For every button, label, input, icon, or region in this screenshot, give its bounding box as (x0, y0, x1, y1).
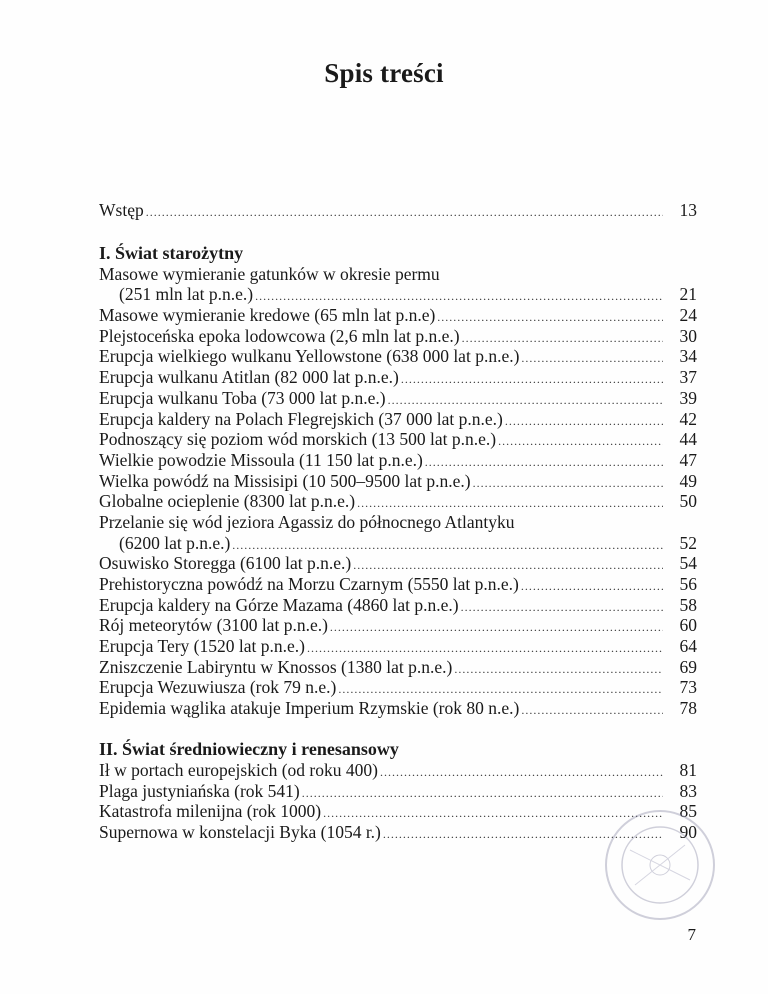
toc-page-number: 90 (679, 821, 697, 842)
page-folio: 7 (687, 925, 696, 944)
toc-entry-text: Erupcja wulkanu Atitlan (82 000 lat p.n.e.) (99, 367, 399, 388)
dot-leader (380, 762, 663, 783)
toc-entry (99, 264, 697, 285)
dot-leader (462, 328, 663, 349)
toc-entry-text: Przelanie się wód jeziora Agassiz do północnego Atlantyku (99, 511, 515, 532)
toc-entry-text: Rój meteorytów (3100 lat p.n.e.) (99, 615, 328, 636)
toc-page-number: 52 (679, 532, 697, 553)
toc-entry-text: Wielkie powodzie Missoula (11 150 lat p.n.e.) (99, 449, 423, 470)
toc-entry (99, 388, 697, 409)
toc-page-number: 54 (679, 553, 697, 574)
toc-entry (99, 491, 697, 512)
toc-entry-text: Podnoszący się poziom wód morskich (13 500 lat p.n.e.) (99, 429, 497, 450)
toc-page-number: 49 (679, 470, 697, 491)
toc-page-number: 42 (679, 408, 697, 429)
toc-page-number: 73 (679, 677, 697, 698)
toc-entry-text: Erupcja wulkanu Toba (73 000 lat p.n.e.) (99, 387, 386, 408)
toc-page-number: 13 (679, 200, 697, 220)
toc-entry (99, 781, 697, 802)
toc-entry (99, 367, 697, 388)
toc-entry (99, 471, 697, 492)
toc-entry (99, 512, 697, 533)
toc-entry-text: Erupcja wielkiego wulkanu Yellowstone (638 000 lat p.n.e.) (99, 346, 520, 367)
toc-sections (99, 243, 697, 843)
toc-entry-text: Erupcja kaldery na Polach Flegrejskich (37 000 lat p.n.e.) (99, 408, 503, 429)
toc-entry (99, 677, 697, 698)
toc-entry-intro (99, 200, 697, 221)
toc-entry-text: Masowe wymieranie kredowe (65 mln lat p.n.e) (99, 305, 436, 326)
section-heading: II. Świat średniowieczny i renesansowy (99, 738, 399, 759)
toc-entry (99, 574, 697, 595)
toc-entry (99, 284, 697, 305)
dot-leader (146, 202, 663, 223)
dot-leader (353, 555, 663, 576)
toc-entry-text: Globalne ocieplenie (8300 lat p.n.e.) (99, 491, 356, 512)
dot-leader (302, 783, 663, 804)
toc-entry-text: Plaga justyniańska (rok 541) (99, 780, 300, 801)
toc-page-number: 64 (679, 636, 697, 657)
table-of-contents (99, 200, 697, 843)
toc-entry (99, 305, 697, 326)
toc-entry-text: Prehistoryczna powódź na Morzu Czarnym (5550 lat p.n.e.) (99, 574, 519, 594)
dot-leader (388, 390, 663, 411)
toc-entry (99, 553, 697, 574)
toc-entry-text: Epidemia wąglika atakuje Imperium Rzymskie (rok 80 n.e.) (99, 698, 520, 719)
dot-leader (232, 535, 663, 556)
dot-leader (338, 679, 663, 700)
toc-entry (99, 760, 697, 781)
toc-entry-text: Zniszczenie Labiryntu w Knossos (1380 lat p.n.e.) (99, 656, 453, 677)
toc-entry (99, 533, 697, 554)
dot-leader (505, 411, 663, 432)
toc-page-number: 44 (679, 429, 697, 450)
toc-entry-text: Osuwisko Storegga (6100 lat p.n.e.) (99, 553, 352, 574)
toc-entry (99, 698, 697, 719)
toc-entry-text: Ił w portach europejskich (od roku 400) (99, 759, 378, 780)
toc-entry-text: Wielka powódź na Missisipi (10 500–9500 lat p.n.e.) (99, 470, 471, 491)
toc-page-number: 81 (679, 759, 697, 780)
toc-page-number: 56 (679, 574, 697, 594)
toc-entry (99, 429, 697, 450)
toc-page-number: 69 (679, 656, 697, 677)
toc-page-number: 50 (679, 491, 697, 512)
toc-page-number: 78 (679, 698, 697, 719)
toc-page-number: 37 (679, 367, 697, 388)
toc-entry-text: Masowe wymieranie gatunków w okresie permu (99, 263, 440, 284)
toc-entry (99, 657, 697, 678)
toc-page-number: 39 (679, 387, 697, 408)
dot-leader (255, 286, 663, 307)
dot-leader (307, 638, 663, 659)
toc-entry (99, 636, 697, 657)
toc-entry-text: Erupcja Wezuwiusza (rok 79 n.e.) (99, 677, 337, 698)
page-title: Spis treści (324, 58, 444, 88)
toc-page-number: 58 (679, 594, 697, 615)
toc-entry-text: (6200 lat p.n.e.) (119, 532, 231, 553)
dot-leader (498, 431, 663, 452)
section-heading: I. Świat starożytny (99, 242, 244, 263)
dot-leader (461, 597, 663, 618)
toc-entry-text: Supernowa w konstelacji Byka (1054 r.) (99, 821, 381, 842)
toc-page-number: 85 (679, 801, 697, 822)
toc-page-number: 83 (679, 780, 697, 801)
dot-leader (473, 473, 663, 494)
toc-entry (99, 346, 697, 367)
toc-entry-text: Erupcja kaldery na Górze Mazama (4860 lat p.n.e.) (99, 594, 459, 615)
toc-page-number: 60 (679, 615, 697, 636)
dot-leader (330, 617, 663, 638)
toc-page-number: 24 (679, 305, 697, 326)
toc-entry-text: Erupcja Tery (1520 lat p.n.e.) (99, 636, 305, 657)
toc-entry (99, 595, 697, 616)
toc-page-number: 30 (679, 325, 697, 346)
library-stamp-icon (600, 805, 720, 925)
toc-entry-text: Wstęp (99, 200, 144, 220)
dot-leader (357, 493, 663, 514)
toc-entry (99, 326, 697, 347)
toc-entry-text: Katastrofa milenijna (rok 1000) (99, 801, 322, 822)
toc-page-number: 34 (679, 346, 697, 367)
toc-entry-text: (251 mln lat p.n.e.) (119, 284, 254, 305)
toc-entry (99, 450, 697, 471)
toc-entry (99, 615, 697, 636)
dot-leader (437, 307, 663, 328)
dot-leader (521, 576, 663, 597)
dot-leader (521, 700, 663, 721)
toc-entry (99, 409, 697, 430)
dot-leader (521, 348, 663, 369)
dot-leader (401, 369, 663, 390)
toc-page-number: 21 (679, 284, 697, 305)
toc-entry-text: Plejstoceńska epoka lodowcowa (2,6 mln lat p.n.e.) (99, 325, 460, 346)
dot-leader (425, 452, 663, 473)
dot-leader (454, 659, 663, 680)
toc-page-number: 47 (679, 449, 697, 470)
